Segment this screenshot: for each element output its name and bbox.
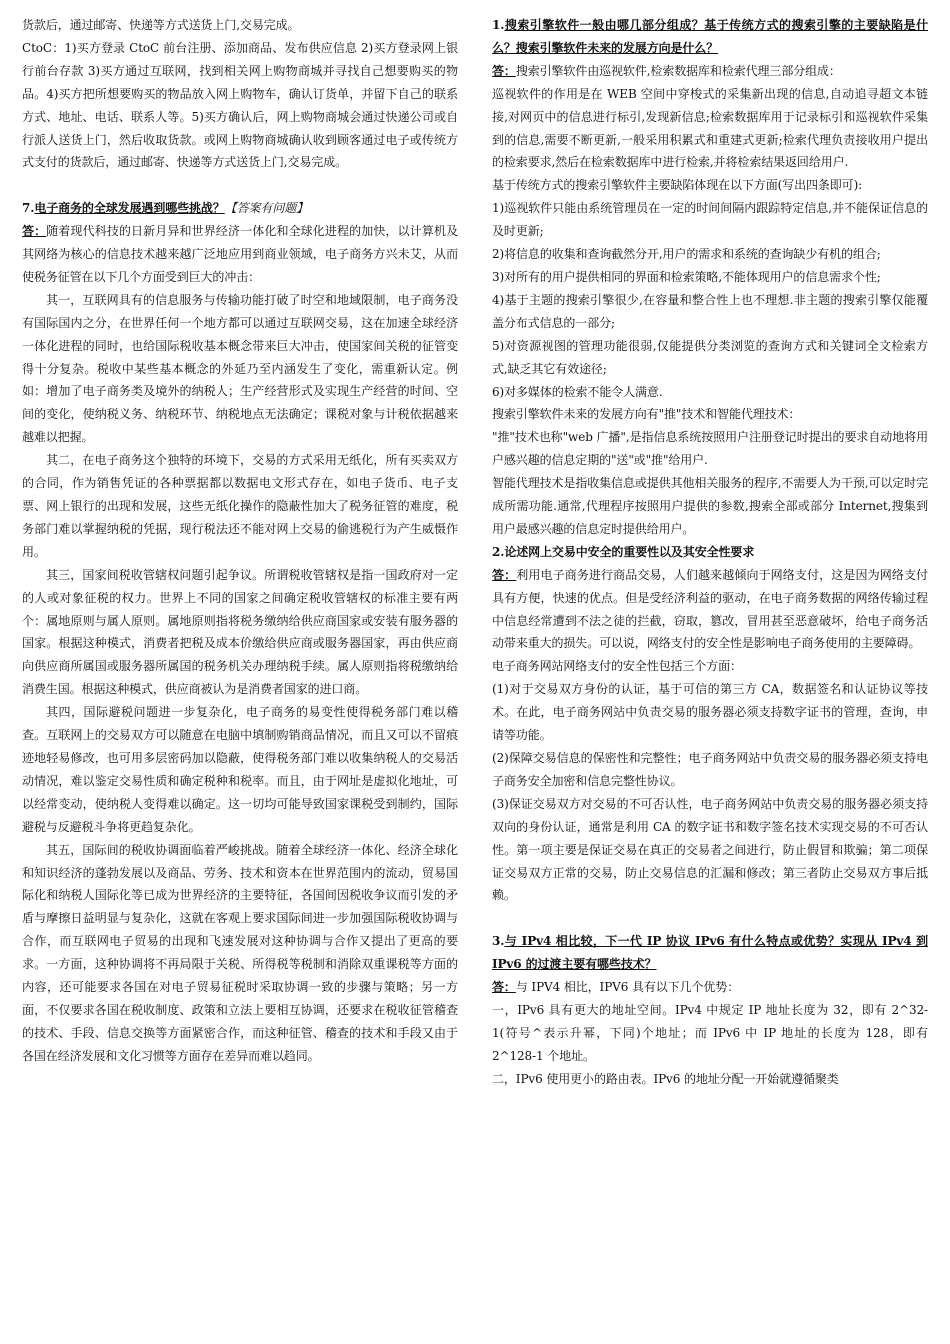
question-7-note: 【答案有问题】	[224, 201, 309, 216]
question-7-title: 电子商务的全球发展遇到哪些挑战？	[34, 201, 225, 216]
answer-1-list-item: 6)对多媒体的检索不能令人满意.	[492, 384, 663, 399]
answer-label: 答：	[492, 980, 516, 995]
answer-7-point-4: 其四，国际避税问题进一步复杂化，电子商务的易变性使得税务部门难以稽查。互联网上的交易双方可以随意在电脑中填制购销商品情况，而且又可以不留痕迹地轻易修改，也可用多层密码加以隐蔽，使得税务部门难以收集纳税人的交易活动情况，难以鉴定交易性质和确定税种和税率。而且，由于网址是虚拟化地址，可以经常变动，使纳税人变得难以确定。这一切均可能导致国家课税受到制约，国际避税与反避税斗争将更趋复杂化。	[22, 705, 458, 834]
answer-label: 答：	[492, 567, 517, 582]
answer-7-intro-text: 随着现代科技的日新月异和世界经济一体化和全球化进程的加快，以计算机及其网络为核心的信息技术越来越广泛地应用到商业领域，电子商务方兴未艾，从而使税务征管在以下几个方面受到巨大的冲击：	[22, 224, 458, 284]
question-1-number: 1.	[492, 18, 505, 32]
question-3-title: 与 IPv4 相比较，下一代 IP 协议 IPv6 有什么特点或优势？实现从 IPv4 到 IPv6 的过渡主要有哪些技术？	[492, 934, 928, 972]
answer-2-list-item: (2)保障交易信息的保密性和完整性；电子商务网站中负责交易的服务器必须支持电子商务安全加密和信息完整性协议。	[492, 751, 928, 788]
answer-7-point-2: 其二，在电子商务这个独特的环境下，交易的方式采用无纸化，所有买卖双方的合同，作为销售凭证的各种票据都以数据电文形式存在，如电子货币、电子支票、网上银行的出现和发展，这些无纸化操作的隐蔽性加大了税务征管的难度，税务部门难以掌握纳税的凭据，现行税法还不能对网上交易的偷逃税行为产生威慑作用。	[22, 453, 458, 559]
question-2-heading: 2.论述网上交易中安全的重要性以及其安全性要求	[492, 544, 755, 559]
answer-1-list-item: 5)对资源视图的管理功能很弱,仅能提供分类浏览的查询方式和关键词全文检索方式,缺乏其它有效途径;	[492, 338, 928, 376]
question-3-number: 3.	[492, 934, 505, 949]
answer-1-paragraph-3: 搜索引擎软件未来的发展方向有"推"技术和智能代理技术：	[492, 407, 801, 422]
question-7-number: 7.	[22, 201, 35, 216]
answer-1-intro-text: 搜索引擎软件由巡视软件,检索数据库和检索代理三部分组成：	[515, 63, 841, 78]
answer-1-list-item: 3)对所有的用户提供相同的界面和检索策略,不能体现用户的信息需求个性;	[492, 269, 881, 284]
answer-3-list-item: 二，IPv6 使用更小的路由表。IPv6 的地址分配一开始就遵循聚类	[492, 1071, 839, 1086]
ctoc-paragraph: CtoC：1)买方登录 CtoC 前台注册、添加商品、发布供应信息 2)买方登录网上银行前台存款 3)买方通过互联网，找到相关网上购物商城并寻找自己想要购买的物品。4)买方把所想要购买的物品放入网上购物车，确认订货单，并留下自己的联系方式、地址、电话、联系人等。5)买方确认后，网上购物商城会通过快递公司或自行派人送货上门，然后收取货款。或网上购物商城确认收到顾客通过电子或传统方式支付的货款后，通过邮寄、快递等方式送货上门,交易完成。	[22, 40, 458, 170]
left-column	[22, 14, 458, 1068]
answer-2-intro	[492, 564, 928, 656]
left-intro-paragraph: 货款后，通过邮寄、快递等方式送货上门,交易完成。	[22, 18, 300, 32]
question-1-title: 搜索引擎软件一般由哪几部分组成？基于传统方式的搜索引擎的主要缺陷是什么？搜索引擎软件未来的发展方向是什么？	[492, 18, 928, 55]
answer-label: 答：	[492, 63, 516, 78]
question-7-heading	[22, 197, 458, 220]
answer-1-list-item: 4)基于主题的搜索引擎很少,在容量和整合性上也不理想.非主题的搜索引擎仅能覆盖分布式信息的一部分;	[492, 292, 928, 330]
answer-3-list-item: 一，IPv6 具有更大的地址空间。IPv4 中规定 IP 地址长度为 32，即有 2^32-1(符号^表示升幂，下同)个地址；而 IPv6 中 IP 地址的长度为 128，即有 2^128-1 个地址。	[492, 1002, 928, 1063]
answer-1-list-item: 1)巡视软件只能由系统管理员在一定的时间间隔内跟踪特定信息,并不能保证信息的及时更新;	[492, 201, 928, 239]
answer-7-point-1: 其一，互联网具有的信息服务与传输功能打破了时空和地域限制，电子商务没有国际国内之分，在世界任何一个地方都可以通过互联网交易，这在加速全球经济一体化进程的同时，也给国际税收基本概念带来巨大冲击，使国家间关税的征管变得十分复杂。税收中某些基本概念的外延乃至内涵发生了变化，需重新认定。例如：增加了电子商务类及境外的纳税人；生产经营形式及实现生产经营的时间、空间的变化，使纳税义务、纳税环节、纳税地点无法确定；课税对象与计税依据越来越难以把握。	[22, 292, 458, 445]
answer-7-intro	[22, 220, 458, 289]
question-1-heading	[492, 14, 928, 60]
question-3-heading	[492, 930, 928, 976]
answer-1-intro	[492, 60, 928, 83]
answer-3-intro	[492, 976, 928, 999]
answer-2-list-item: (3)保证交易双方对交易的不可否认性，电子商务网站中负责交易的服务器必须支持双向的身份认证，通常是利用 CA 的数字证书和数字签名技术实现交易的不可否认性。第一项主要是保证交易在真正的交易者之间进行，防止假冒和欺骗；第二项保证交易双方正常的交易，防止交易信息的汇漏和修改；第三者防止交易双方事后抵赖。	[492, 796, 928, 903]
answer-1-paragraph-2: 基于传统方式的搜索引擎软件主要缺陷体现在以下方面(写出四条即可):	[492, 178, 863, 193]
answer-1-paragraph-5: 智能代理技术是指收集信息或提供其他相关服务的程序,不需要人为干预,可以定时完成所需功能.通常,代理程序按照用户提供的参数,搜索全部或部分 Internet,搜集到用户最感兴趣的信息定时提供给用户。	[492, 476, 928, 536]
answer-2-intro-text: 利用电子商务进行商品交易，人们越来越倾向于网络支付，这是因为网络支付具有方便，快速的优点。但是受经济利益的驱动，在电子商务数据的网络传输过程中信息经常遭到不法之徒的拦截，窃取，篡改，冒用甚至恶意破坏，给电子商务活动带来重大的损失。可以说，网络支付的安全性是影响电子商务使用的主要障碍。	[492, 567, 928, 651]
answer-7-point-3: 其三，国家间税收管辖权问题引起争议。所谓税收管辖权是指一国政府对一定的人或对象征税的权力。世界上不同的国家之间确定税收管辖权的标准主要有两个：属地原则与属人原则。属地原则指将税务缴纳给供应商国家或安装有服务器的国家。根据这种模式，消费者把税及成本价缴给供应商或服务器国家，再由供应商向供应商所属国或服务器所属国的税务机关办理纳税手续。属人原则指将税缴纳给消费生国。根据这种模式，供应商被认为是消费者国家的进口商。	[22, 567, 458, 697]
answer-label: 答：	[22, 224, 47, 239]
answer-1-list-item: 2)将信息的收集和查询截然分开,用户的需求和系统的查询缺少有机的组合;	[492, 247, 881, 262]
answer-7-point-5: 其五，国际间的税收协调面临着严峻挑战。随着全球经济一体化、经济全球化和知识经济的蓬勃发展以及商品、劳务、技术和资本在世界范围内的流动，贸易国际化和纳税人国际化等已成为世界经济的主要特征，各国间因税收争议而引发的矛盾与摩擦日益明显与复杂化，这就在客观上要求国际间进一步加强国际税收协调与合作，而互联网电子贸易的出现和飞速发展对这种协调与合作又提出了更高的要求。一方面，这种协调将不再局限于关税、所得税等税制和消除双重课税等方面的内容，还可能要求各国在对电子贸易征税时采取协调一致的步骤与策略；另一方面，不仅要求各国在税收制度、政策和立法上要相互协调，还要求在税收征管稽查的技术、手段、信息交换等方面紧密合作，而这种征管、稽查的技术和手段又由于各国在经济发展和文化习惯等方面存在差异而难以趋同。	[22, 842, 458, 1063]
answer-1-paragraph-4: "推"技术也称"web 广播",是指信息系统按照用户注册登记时提出的要求自动地将用户感兴趣的信息定期的"送"或"推"给用户.	[492, 430, 928, 468]
answer-2-paragraph-1: 电子商务网站网络支付的安全性包括三个方面：	[492, 659, 742, 674]
answer-2-list-item: (1)对于交易双方身份的认证，基于可信的第三方 CA，数据签名和认证协议等技术。在此，电子商务网站中负责交易的服务器必须支持数字证书的管理，查询，申请等功能。	[492, 682, 928, 743]
right-column	[492, 14, 928, 1091]
answer-1-paragraph-1: 巡视软件的作用是在 WEB 空间中穿梭式的采集新出现的信息,自动追寻超文本链接,对网页中的信息进行标引,发现新信息;检索数据库用于记录标引和巡视软件采集到的信息,需要不断更新,一般采用积累式和重建式更新;检索代理负责接收用户提出的检索要求,然后在检索数据库中进行检索,并将检索结果返回给用户.	[492, 86, 928, 170]
answer-3-intro-text: 与 IPV4 相比，IPV6 具有以下几个优势：	[515, 980, 740, 995]
